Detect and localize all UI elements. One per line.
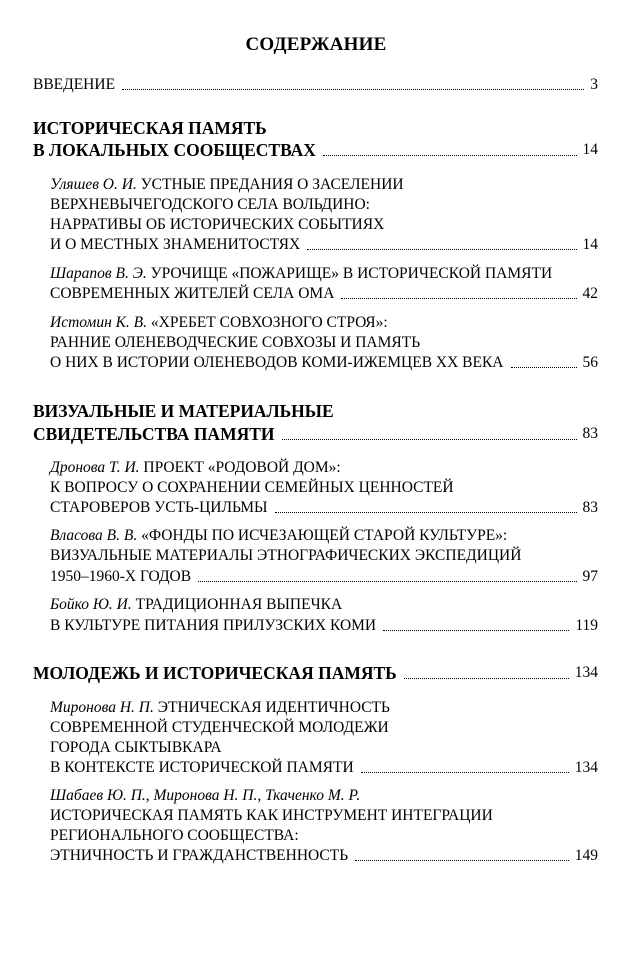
article-title-line: ИСТОРИЧЕСКАЯ ПАМЯТЬ КАК ИНСТРУМЕНТ ИНТЕГРАЦИИ xyxy=(50,807,493,824)
article-title-line: ЭТНИЧНОСТЬ И ГРАЖДАНСТВЕННОСТЬ xyxy=(50,847,349,864)
article-title-line: НАРРАТИВЫ ОБ ИСТОРИЧЕСКИХ СОБЫТИЯХ xyxy=(50,216,385,233)
entry-title: ВВЕДЕНИЕ xyxy=(33,76,116,93)
article-author: Шабаев Ю. П., Миронова Н. П., Ткаченко М. Р. xyxy=(50,787,361,804)
page-number: 42 xyxy=(582,285,598,302)
page-number: 134 xyxy=(574,759,598,776)
article-title-line: ВЕРХНЕВЫЧЕГОДСКОГО СЕЛА ВОЛЬДИНО: xyxy=(50,196,370,213)
section-title: В ЛОКАЛЬНЫХ СООБЩЕСТВАХ xyxy=(33,140,316,160)
article-author: Власова В. В. xyxy=(50,527,138,544)
page-number: 14 xyxy=(582,236,598,253)
section-heading-line[interactable] xyxy=(33,423,598,445)
article-title-line: Истомин К. В. «ХРЕБЕТ СОВХОЗНОГО СТРОЯ»: xyxy=(50,314,388,331)
dot-leader xyxy=(383,630,569,631)
article-title-line: В КУЛЬТУРЕ ПИТАНИЯ ПРИЛУЗСКИХ КОМИ xyxy=(50,617,377,634)
article-title-line: СОВРЕМЕННЫХ ЖИТЕЛЕЙ СЕЛА ОМА xyxy=(50,285,335,302)
dot-leader xyxy=(323,155,577,156)
dot-leader xyxy=(511,367,577,368)
dot-leader xyxy=(282,439,577,440)
article-author: Уляшев О. И. xyxy=(50,176,137,193)
article-title-line: Уляшев О. И. УСТНЫЕ ПРЕДАНИЯ О ЗАСЕЛЕНИИ xyxy=(50,176,404,193)
section-title: МОЛОДЕЖЬ И ИСТОРИЧЕСКАЯ ПАМЯТЬ xyxy=(33,663,397,683)
article-title-line: СТАРОВЕРОВ УСТЬ-ЦИЛЬМЫ xyxy=(50,499,268,516)
page-number: 83 xyxy=(582,425,598,442)
article-title-line: ВИЗУАЛЬНЫЕ МАТЕРИАЛЫ ЭТНОГРАФИЧЕСКИХ ЭКСПЕДИЦИЙ xyxy=(50,547,522,564)
page-number: 134 xyxy=(574,664,598,681)
article-title-line: Дронова Т. И. ПРОЕКТ «РОДОВОЙ ДОМ»: xyxy=(50,459,341,476)
article-title-line: Миронова Н. П. ЭТНИЧЕСКАЯ ИДЕНТИЧНОСТЬ xyxy=(50,699,390,716)
page-number: 14 xyxy=(582,141,598,158)
section-heading-line[interactable] xyxy=(33,400,598,422)
page-number: 97 xyxy=(582,568,598,585)
article-author: Шарапов В. Э. xyxy=(50,265,147,282)
article-author: Бойко Ю. И. xyxy=(50,596,132,613)
dot-leader xyxy=(404,678,569,679)
dot-leader xyxy=(122,89,584,90)
article-title-line: Шарапов В. Э. УРОЧИЩЕ «ПОЖАРИЩЕ» В ИСТОРИЧЕСКОЙ ПАМЯТИ xyxy=(50,265,553,282)
article-title-line: Бойко Ю. И. ТРАДИЦИОННАЯ ВЫПЕЧКА xyxy=(50,596,343,613)
page-number: 119 xyxy=(575,617,598,634)
section-heading-line[interactable] xyxy=(33,117,598,139)
article-title-line: РЕГИОНАЛЬНОГО СООБЩЕСТВА: xyxy=(50,827,299,844)
article-author: Миронова Н. П. xyxy=(50,699,154,716)
dot-leader xyxy=(275,512,577,513)
page-number: 83 xyxy=(582,499,598,516)
article-title-line: Власова В. В. «ФОНДЫ ПО ИСЧЕЗАЮЩЕЙ СТАРОЙ КУЛЬТУРЕ»: xyxy=(50,527,508,544)
article-title-line: О НИХ В ИСТОРИИ ОЛЕНЕВОДОВ КОМИ-ИЖЕМЦЕВ XX ВЕКА xyxy=(50,354,504,371)
page-number: 149 xyxy=(574,847,598,864)
dot-leader xyxy=(361,772,569,773)
section-title: ИСТОРИЧЕСКАЯ ПАМЯТЬ xyxy=(33,118,267,138)
article-author: Дронова Т. И. xyxy=(50,459,140,476)
article-title-line: В КОНТЕКСТЕ ИСТОРИЧЕСКОЙ ПАМЯТИ xyxy=(50,759,354,776)
article-title-line: ГОРОДА СЫКТЫВКАРА xyxy=(50,739,222,756)
dot-leader xyxy=(341,298,576,299)
page-title: СОДЕРЖАНИЕ xyxy=(245,34,387,55)
section-heading-line[interactable] xyxy=(33,139,598,161)
dot-leader xyxy=(198,581,576,582)
page-number: 3 xyxy=(590,76,598,93)
article-title-line: 1950–1960-Х ГОДОВ xyxy=(50,568,192,585)
section-title: СВИДЕТЕЛЬСТВА ПАМЯТИ xyxy=(33,424,275,444)
page-number: 56 xyxy=(582,354,598,371)
section-heading-line[interactable] xyxy=(33,662,598,684)
toc-entry-intro[interactable] xyxy=(33,75,598,95)
dot-leader xyxy=(307,249,576,250)
article-author: Истомин К. В. xyxy=(50,314,148,331)
article-title-line: СОВРЕМЕННОЙ СТУДЕНЧЕСКОЙ МОЛОДЕЖИ xyxy=(50,719,389,736)
article-title-line: К ВОПРОСУ О СОХРАНЕНИИ СЕМЕЙНЫХ ЦЕННОСТЕЙ xyxy=(50,479,454,496)
section-title: ВИЗУАЛЬНЫЕ И МАТЕРИАЛЬНЫЕ xyxy=(33,401,334,421)
dot-leader xyxy=(355,860,569,861)
article-title-line: РАННИЕ ОЛЕНЕВОДЧЕСКИЕ СОВХОЗЫ И ПАМЯТЬ xyxy=(50,334,421,351)
article-title-line: И О МЕСТНЫХ ЗНАМЕНИТОСТЯХ xyxy=(50,236,301,253)
